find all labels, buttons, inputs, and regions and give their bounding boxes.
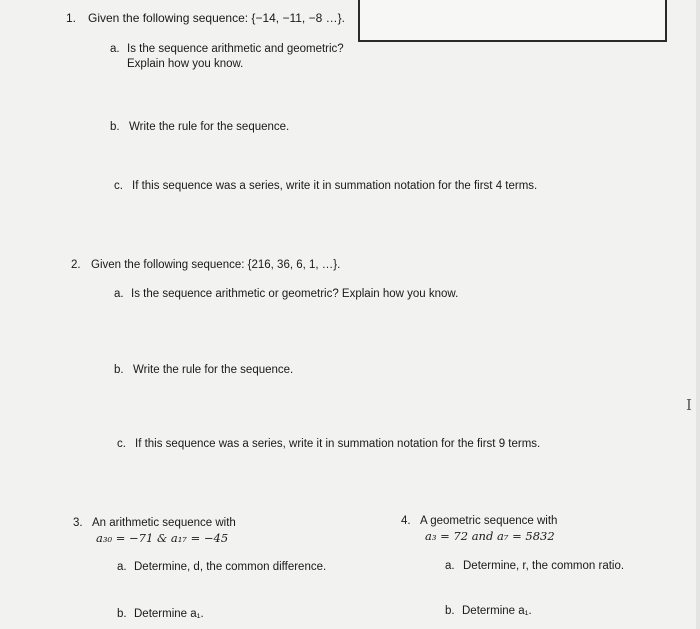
q3-given: a₃₀ = −71 & a₁₇ = −45 [96, 531, 229, 545]
q3a-text: Determine, d, the common difference. [134, 561, 327, 573]
q2c-text: If this sequence was a series, write it in summation notation for the first 9 terms. [135, 438, 541, 450]
q2b-label: b. [114, 364, 124, 376]
q4a-label: a. [445, 560, 455, 572]
q1a-label: a. [110, 43, 120, 55]
q4a-text: Determine, r, the common ratio. [463, 560, 625, 572]
text-cursor-icon: I [686, 396, 692, 414]
q3b-label: b. [117, 608, 127, 620]
q2b-text: Write the rule for the sequence. [133, 364, 294, 376]
answer-box [358, 0, 667, 42]
q4b-label: b. [445, 605, 455, 617]
q3a-label: a. [117, 561, 127, 573]
q1c-label: c. [114, 180, 123, 192]
q1b-text: Write the rule for the sequence. [129, 121, 290, 133]
q2c-label: c. [117, 438, 126, 450]
q4-stem: A geometric sequence with [420, 515, 558, 527]
q1-stem: Given the following sequence: {−14, −11, −8 …}. [88, 11, 345, 25]
page-edge [696, 0, 700, 629]
q3b-text: Determine a₁. [134, 608, 204, 620]
q2-number: 2. [71, 259, 81, 271]
q4-given: a₃ = 72 and a₇ = 5832 [425, 529, 555, 543]
q1c-text: If this sequence was a series, write it in summation notation for the first 4 terms. [132, 180, 538, 192]
q4b-text: Determine a₁. [462, 605, 532, 617]
q2a-label: a. [114, 288, 124, 300]
q4-number: 4. [401, 515, 411, 527]
q1-number: 1. [66, 11, 77, 25]
q3-stem: An arithmetic sequence with [92, 517, 236, 529]
q1b-label: b. [110, 121, 120, 133]
q1a-line2: Explain how you know. [127, 58, 244, 70]
q3-number: 3. [73, 517, 83, 529]
q2-stem: Given the following sequence: {216, 36, 6, 1, …}. [91, 259, 341, 271]
q2a-text: Is the sequence arithmetic or geometric? Explain how you know. [131, 288, 459, 300]
q1a-line1: Is the sequence arithmetic and geometric? [127, 43, 344, 55]
